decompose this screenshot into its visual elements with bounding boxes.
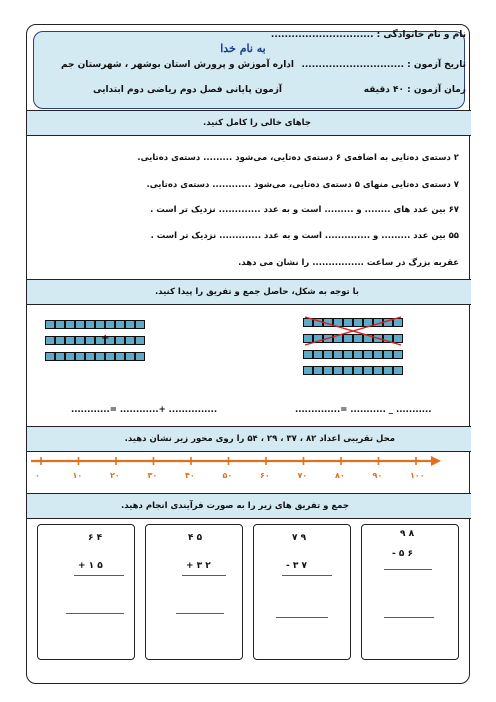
number-line	[27, 453, 471, 493]
unit-cell	[353, 350, 363, 359]
unit-cell	[85, 336, 95, 345]
unit-cell	[55, 336, 65, 345]
name-field: نام و نام خانوادگی : ..............................	[270, 30, 466, 40]
unit-cell	[45, 320, 55, 329]
unit-cell	[393, 350, 403, 359]
work-line	[66, 613, 124, 614]
unit-cell	[135, 320, 145, 329]
bottom-number: + ۱ ۵	[78, 561, 103, 571]
unit-cell	[333, 366, 343, 375]
question-line: ۲ دسته‌ی ده‌تایی به اضافه‌ی ۶ دسته‌ی ده‌تایی، می‌شود ......... دسته‌ی ده‌تایی.	[137, 153, 459, 163]
unit-cell	[45, 352, 55, 361]
unit-cell	[95, 352, 105, 361]
unit-cell	[65, 352, 75, 361]
unit-cell	[75, 352, 85, 361]
bottom-number: - ۵ ۶	[392, 549, 413, 559]
unit-cell	[75, 320, 85, 329]
axis-tick-label: ۳۰	[147, 471, 158, 480]
top-number: ۷ ۹	[292, 533, 307, 543]
answer-line	[384, 569, 432, 570]
ten-block-row	[303, 350, 403, 359]
exam-title: آزمون پایانی فصل دوم ریاضی دوم ابتدایی	[92, 85, 282, 95]
section2-title: با توجه به شکل، حاصل جمع و تفریق را پیدا کنید.	[154, 287, 359, 297]
axis-tick-label: ۹۰	[372, 471, 383, 480]
unit-cell	[65, 320, 75, 329]
unit-cell	[303, 366, 313, 375]
unit-cell	[105, 352, 115, 361]
work-line	[384, 617, 434, 618]
unit-cell	[115, 352, 125, 361]
axis-tick-label: ۰	[35, 471, 40, 480]
problem-box	[253, 524, 351, 660]
axis-tick-label: ۷۰	[297, 471, 308, 480]
question-line: ۷ دسته‌ی ده‌تایی منهای ۵ دسته‌ی ده‌تایی، می‌شود ............ دسته‌ی ده‌تایی.	[146, 180, 459, 190]
unit-cell	[115, 336, 125, 345]
cross-out-mark	[303, 315, 403, 347]
bottom-number: - ۳ ۷	[286, 561, 307, 571]
unit-cell	[125, 352, 135, 361]
work-line	[276, 617, 328, 618]
unit-cell	[125, 336, 135, 345]
left-blocks	[45, 320, 145, 368]
top-number: ۹ ۸	[400, 529, 415, 539]
answer-line	[282, 575, 332, 576]
unit-cell	[303, 350, 313, 359]
top-number: ۶ ۴	[88, 533, 103, 543]
left-equation: ............... +............ =............	[71, 405, 218, 415]
section3-title: محل تقریبی اعداد ۸۲ ، ۳۷ ، ۲۹ ، ۵۴ را روی محور زیر نشان دهید.	[124, 434, 395, 444]
unit-cell	[75, 336, 85, 345]
unit-cell	[393, 366, 403, 375]
unit-cell	[333, 350, 343, 359]
axis-tick-label: ۱۰۰	[410, 471, 425, 480]
question-line: ۶۷ بین عدد های ........ و ......... است و به عدد ............. نزدیک تر است .	[150, 205, 459, 215]
question-line: عقربه بزرگ در ساعت ................ را نشان می دهد.	[238, 258, 459, 268]
unit-cell	[115, 320, 125, 329]
unit-cell	[125, 320, 135, 329]
unit-cell	[373, 366, 383, 375]
office-text: اداره آموزش و پرورش استان بوشهر ، شهرستان جم	[60, 60, 294, 70]
top-number: ۴ ۵	[188, 533, 203, 543]
ten-block-row	[303, 366, 403, 375]
work-line	[176, 613, 224, 614]
axis-tick-label: ۵۰	[222, 471, 233, 480]
unit-cell	[373, 350, 383, 359]
right-equation: ........... _ ........... =..............	[295, 405, 432, 415]
unit-cell	[65, 336, 75, 345]
unit-cell	[55, 352, 65, 361]
section2-band	[27, 279, 471, 305]
unit-cell	[323, 350, 333, 359]
time-field: زمان آزمون : ۴۰ دقیقه	[363, 85, 466, 95]
unit-cell	[85, 352, 95, 361]
unit-cell	[323, 366, 333, 375]
ten-block-row	[45, 352, 145, 361]
unit-cell	[45, 336, 55, 345]
answer-line	[74, 575, 124, 576]
unit-cell	[313, 350, 323, 359]
unit-cell	[85, 320, 95, 329]
section1-band	[27, 110, 471, 136]
unit-cell	[105, 320, 115, 329]
unit-cell	[55, 320, 65, 329]
plus-sign: +	[101, 333, 110, 344]
date-field: تاریخ آزمون : ..............................	[301, 60, 466, 70]
unit-cell	[95, 320, 105, 329]
section3-band	[27, 426, 471, 452]
section4-band	[27, 493, 471, 519]
axis-tick-label: ۸۰	[335, 471, 345, 480]
unit-cell	[343, 366, 353, 375]
axis-tick-label: ۲۰	[110, 471, 120, 480]
section1-title: جاهای خالی را کامل کنید.	[203, 118, 311, 128]
unit-cell	[383, 366, 393, 375]
bismillah-title: به نام خدا	[220, 42, 266, 55]
worksheet-frame	[26, 24, 470, 684]
unit-cell	[383, 350, 393, 359]
unit-cell	[135, 336, 145, 345]
axis-tick-label: ۴۰	[185, 471, 195, 480]
problem-box	[361, 524, 459, 660]
unit-cell	[313, 366, 323, 375]
unit-cell	[363, 366, 373, 375]
ten-block-row	[45, 336, 145, 345]
problem-box	[145, 524, 243, 660]
answer-line	[182, 575, 226, 576]
unit-cell	[363, 350, 373, 359]
axis-tick-label: ۱۰	[72, 471, 83, 480]
header-box	[33, 31, 465, 109]
ten-block-row	[45, 320, 145, 329]
problem-box	[37, 524, 135, 660]
unit-cell	[353, 366, 363, 375]
question-line: ۵۵ بین عدد ......... و .............. است و به عدد ............. نزدیک تر است .	[150, 231, 459, 241]
axis-tick-label: ۶۰	[260, 471, 270, 480]
unit-cell	[343, 350, 353, 359]
section4-title: جمع و تفریق های زیر را به صورت فرآیندی انجام دهید.	[121, 501, 349, 511]
unit-cell	[135, 352, 145, 361]
bottom-number: + ۳ ۲	[186, 561, 211, 571]
